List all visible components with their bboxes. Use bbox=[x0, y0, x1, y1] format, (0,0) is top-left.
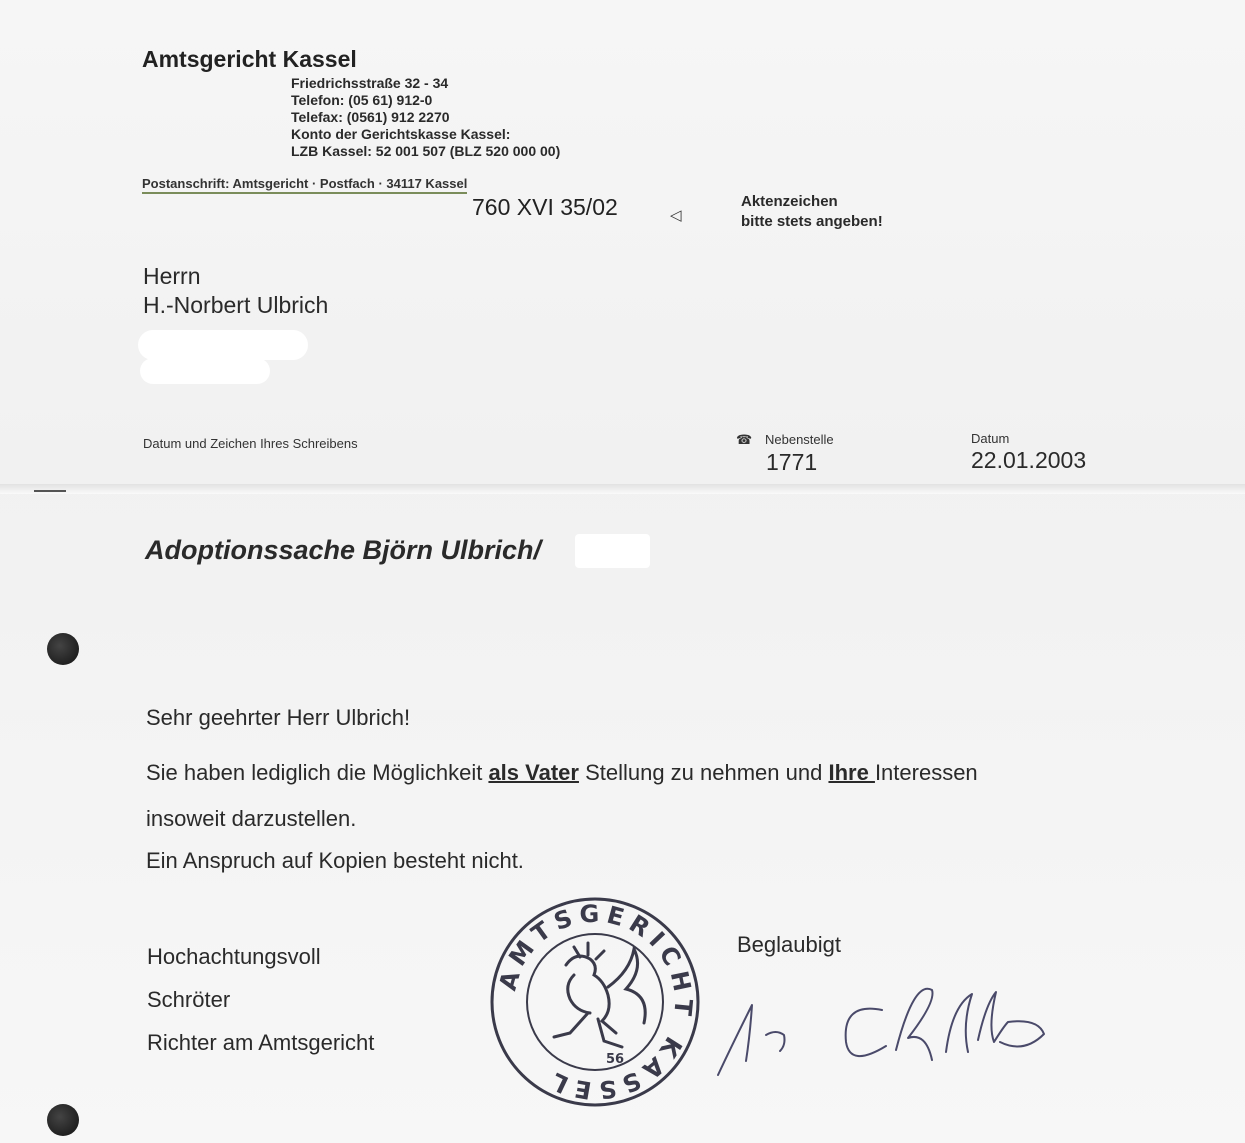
closing-phrase: Hochachtungsvoll bbox=[147, 944, 321, 969]
body-text-span: Stellung zu nehmen und bbox=[578, 760, 829, 785]
phone-icon: ☎ bbox=[736, 432, 753, 447]
address-line: LZB Kassel: 52 001 507 (BLZ 520 000 00) bbox=[291, 143, 561, 159]
emphasis-your: Ihre bbox=[828, 760, 875, 785]
body-paragraph bbox=[146, 760, 978, 786]
recipient-name: H.-Norbert Ulbrich bbox=[143, 292, 329, 318]
court-address bbox=[291, 75, 560, 160]
letter-subject: Adoptionssache Björn Ulbrich/ bbox=[145, 535, 542, 565]
address-line: Telefon: (05 61) 912-0 bbox=[291, 92, 433, 108]
pointer-triangle-icon: ◁ bbox=[670, 207, 682, 224]
extension-value: 1771 bbox=[766, 449, 818, 475]
signer-title: Richter am Amtsgericht bbox=[147, 1030, 375, 1055]
handwritten-signature bbox=[710, 980, 1080, 1080]
court-name: Amtsgericht Kassel bbox=[142, 46, 357, 72]
address-line: Friedrichsstraße 32 - 34 bbox=[291, 75, 449, 91]
seal-number: 56 bbox=[606, 1052, 625, 1067]
svg-text:AMTSGERICHT KASSEL bbox=[494, 900, 698, 1105]
emphasis-as-father: als Vater bbox=[488, 760, 579, 785]
letter-greeting: Sehr geehrter Herr Ulbrich! bbox=[146, 705, 411, 730]
file-note-line: bitte stets angeben! bbox=[741, 213, 883, 230]
extension-label: Nebenstelle bbox=[765, 432, 834, 447]
fold-mark bbox=[34, 490, 66, 492]
closing-block bbox=[147, 935, 374, 1064]
paper-fold bbox=[0, 484, 1245, 494]
body-paragraph-line2: insoweit darzustellen. bbox=[146, 806, 357, 831]
address-line: Telefax: (0561) 912 2270 bbox=[291, 109, 450, 125]
redaction-mark bbox=[140, 358, 270, 384]
body-text-span: Sie haben lediglich die Möglichkeit bbox=[146, 760, 489, 785]
postal-address: Postanschrift: Amtsgericht · Postfach · 34117 Kassel bbox=[142, 176, 467, 194]
signer-name: Schröter bbox=[147, 987, 231, 1012]
address-line: Konto der Gerichtskasse Kassel: bbox=[291, 126, 511, 142]
your-letter-label: Datum und Zeichen Ihres Schreibens bbox=[143, 436, 358, 451]
body-text-span: Interessen bbox=[874, 760, 978, 785]
file-number-note bbox=[741, 192, 883, 232]
redaction-mark bbox=[575, 534, 650, 568]
certified-label: Beglaubigt bbox=[737, 932, 841, 957]
punch-hole bbox=[47, 1104, 79, 1136]
date-value: 22.01.2003 bbox=[971, 447, 1087, 473]
lion-emblem-icon bbox=[554, 943, 645, 1047]
date-label: Datum bbox=[971, 431, 1010, 446]
file-note-line: Aktenzeichen bbox=[741, 193, 838, 210]
redaction-mark bbox=[138, 330, 308, 360]
court-seal-stamp bbox=[488, 895, 702, 1109]
punch-hole bbox=[47, 633, 79, 665]
seal-ring-text: AMTSGERICHT KASSEL bbox=[493, 899, 698, 1105]
file-number: 760 XVI 35/02 bbox=[472, 194, 618, 220]
body-paragraph: Ein Anspruch auf Kopien besteht nicht. bbox=[146, 848, 524, 873]
recipient-block bbox=[143, 262, 328, 320]
recipient-salutation: Herrn bbox=[143, 263, 201, 289]
